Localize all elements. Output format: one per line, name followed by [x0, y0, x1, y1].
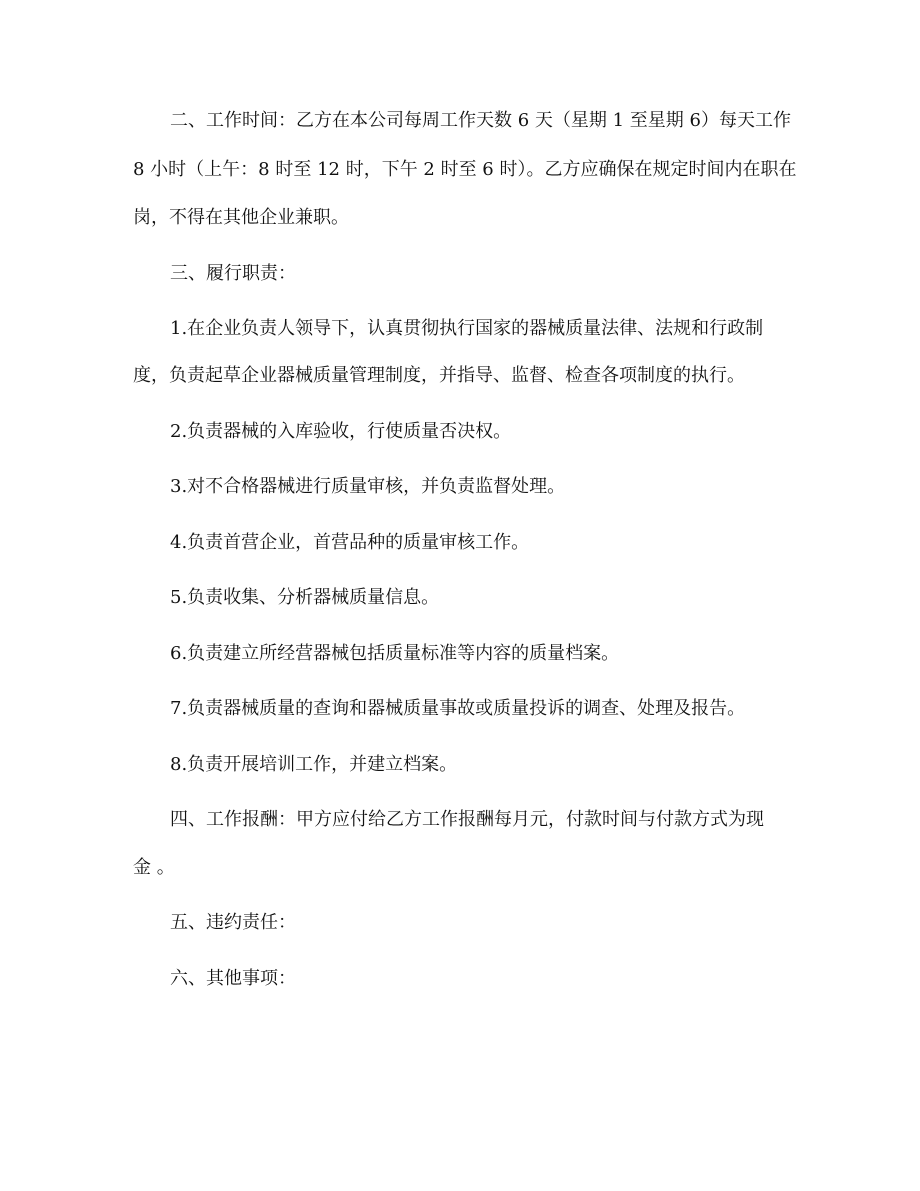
work-time-line-3: 岗，不得在其他企业兼职。 — [133, 207, 349, 228]
duty-item-1-line-1: 1.在企业负责人领导下，认真贯彻执行国家的器械质量法律、法规和行政制 — [170, 318, 764, 339]
other-matters-heading: 六、其他事项： — [170, 968, 296, 989]
remuneration-line-2: 金 。 — [133, 857, 175, 878]
duties-heading: 三、履行职责： — [170, 263, 296, 284]
duty-item-4: 4.负责首营企业，首营品种的质量审核工作。 — [170, 532, 530, 553]
remuneration-line-1: 四、工作报酬：甲方应付给乙方工作报酬每月元，付款时间与付款方式为现 — [170, 809, 764, 830]
duty-item-2: 2.负责器械的入库验收，行使质量否决权。 — [170, 421, 512, 442]
duty-item-8: 8.负责开展培训工作，并建立档案。 — [170, 754, 458, 775]
duty-item-5: 5.负责收集、分析器械质量信息。 — [170, 587, 440, 608]
duty-item-3: 3.对不合格器械进行质量审核，并负责监督处理。 — [170, 476, 566, 497]
duty-item-7: 7.负责器械质量的查询和器械质量事故或质量投诉的调查、处理及报告。 — [170, 698, 746, 719]
breach-heading: 五、违约责任： — [170, 912, 296, 933]
work-time-line-1: 二、工作时间：乙方在本公司每周工作天数 6 天（星期 1 至星期 6）每天工作 — [170, 110, 791, 131]
work-time-line-2: 8 小时（上午：8 时至 12 时，下午 2 时至 6 时）。乙方应确保在规定时间内在职在 — [133, 159, 797, 180]
duty-item-6: 6.负责建立所经营器械包括质量标准等内容的质量档案。 — [170, 643, 620, 664]
duty-item-1-line-2: 度，负责起草企业器械质量管理制度，并指导、监督、检查各项制度的执行。 — [133, 365, 745, 386]
